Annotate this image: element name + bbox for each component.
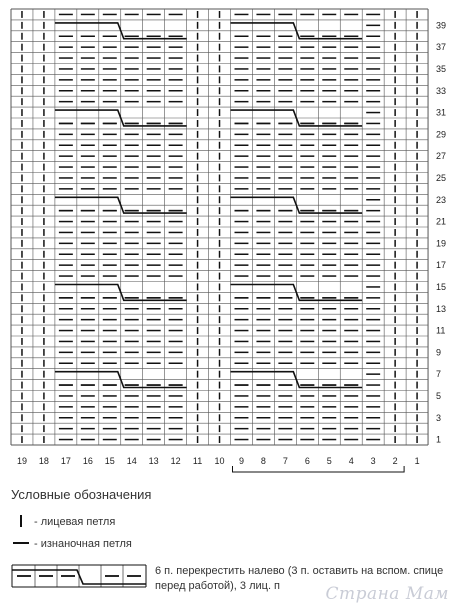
column-number-label: 2 [392, 456, 398, 466]
row-number-label: 15 [436, 281, 447, 292]
knit-symbol-icon [14, 513, 28, 529]
column-number-label: 16 [82, 456, 93, 466]
row-number-label: 1 [436, 434, 442, 445]
column-number-label: 5 [326, 456, 332, 466]
chart-grid [11, 9, 428, 445]
chart-labels [17, 20, 446, 472]
legend-purl-text: - изнаночная петля [34, 538, 132, 550]
column-number-label: 11 [192, 456, 203, 466]
column-number-label: 10 [214, 456, 225, 466]
row-number-label: 19 [436, 238, 447, 249]
purl-symbol-icon [11, 536, 31, 550]
column-number-label: 15 [104, 456, 115, 466]
row-number-label: 7 [436, 369, 442, 380]
column-number-label: 1 [414, 456, 420, 466]
watermark-logo: Страна Мам [325, 584, 449, 604]
row-number-label: 33 [436, 85, 447, 96]
column-number-label: 9 [238, 456, 244, 466]
column-number-label: 19 [16, 456, 27, 466]
row-number-label: 5 [436, 390, 442, 401]
row-number-label: 21 [436, 216, 447, 227]
column-number-label: 8 [260, 456, 266, 466]
row-number-label: 37 [436, 42, 447, 53]
row-number-label: 39 [436, 20, 447, 31]
repeat-bracket [233, 466, 405, 472]
row-number-label: 27 [436, 151, 447, 162]
legend-title: Условные обозначения [11, 487, 152, 502]
row-number-label: 23 [436, 194, 447, 205]
column-number-label: 6 [304, 456, 310, 466]
column-number-label: 17 [60, 456, 71, 466]
row-number-label: 35 [436, 63, 447, 74]
row-number-label: 3 [436, 412, 442, 423]
column-number-label: 18 [38, 456, 49, 466]
cable-symbol-icon [11, 562, 147, 590]
row-number-label: 11 [436, 325, 446, 336]
column-number-label: 3 [370, 456, 376, 466]
row-number-label: 13 [436, 303, 447, 314]
row-number-label: 31 [436, 107, 447, 118]
legend-cable-text: 6 п. перекрестить налево (3 п. оставить на вспом. спице перед работой), 3 лиц. п [155, 565, 444, 592]
column-number-label: 4 [348, 456, 354, 466]
row-number-label: 9 [436, 347, 442, 358]
column-number-label: 14 [126, 456, 137, 466]
row-number-label: 25 [436, 172, 447, 183]
column-number-label: 7 [282, 456, 288, 466]
column-number-label: 12 [170, 456, 181, 466]
legend-knit-text: - лицевая петля [34, 516, 116, 528]
column-number-label: 13 [148, 456, 159, 466]
row-number-label: 17 [436, 260, 447, 271]
row-number-label: 29 [436, 129, 447, 140]
